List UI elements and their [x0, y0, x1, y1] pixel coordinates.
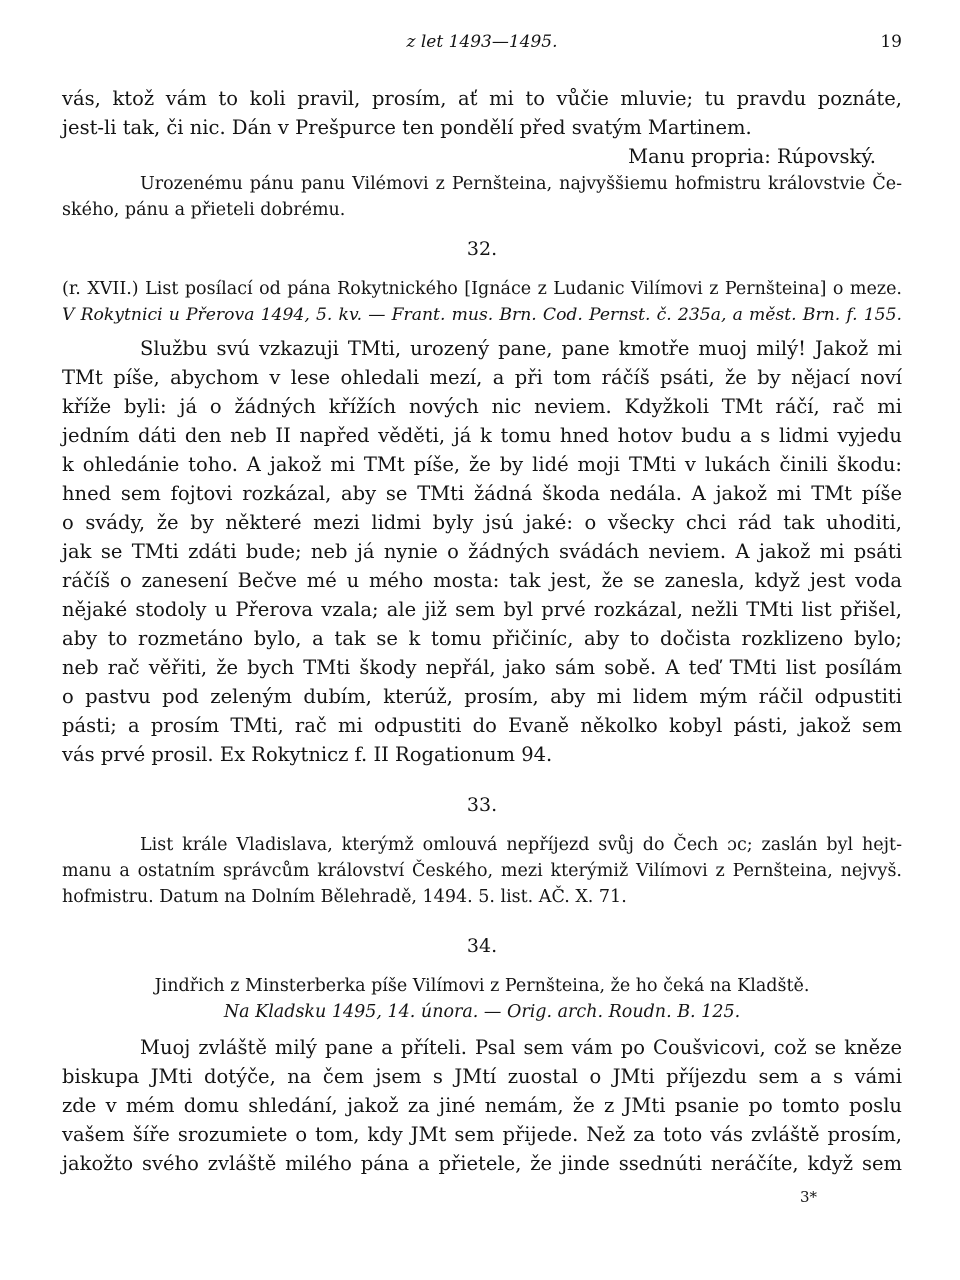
document-number: 34. [466, 935, 498, 957]
text-line: o pastvu pod zeleným dubím, kterúž, prosím, aby mi lidem mým ráčil odpustiti [62, 685, 902, 708]
text-line: kříže byli: já o žádných křížích nových nic neviem. Kdyžkoli TMt ráčí, rač mi [62, 395, 902, 418]
previous-letter-ending [62, 84, 902, 223]
document-number: 32. [466, 238, 498, 260]
text-line: vás prvé prosil. Ex Rokytnicz f. II Rogationum 94. [62, 743, 553, 766]
document-summary [62, 276, 902, 328]
page-body [62, 84, 902, 1178]
document-regest [62, 832, 902, 910]
text-line: nějaké stodoly u Přerova vzala; ale již sem byl prvé rozkázal, nežli TMti list přišel, [62, 598, 902, 621]
regest-line: manu a ostatním správcům království Českého, mezi kterýmiž Vilímovi z Pernšteina, nejvyš. [62, 861, 902, 881]
source-citation: V Rokytnici u Přerova 1494, 5. kv. — Frant. mus. Brn. Cod. Pernst. č. 235a, a měst. Brn. f. 155. [62, 305, 902, 325]
text-line: TMt píše, abychom v lese ohledali mezí, a při tom ráčíš psáti, že by nějací noví [62, 366, 902, 389]
document-number: 33. [466, 794, 498, 816]
summary-line: Jindřich z Minsterberka píše Vilímovi z Pernšteina, že ho čeká na Kladště. [154, 976, 810, 996]
text-line: neb rač věřiti, že bych TMti škody nepřál, jako sám sobě. A teď TMti list posílám [62, 656, 902, 679]
text-line: vašem šíře srozumiete o tom, kdy JMt sem přijede. Než za toto vás zvláště prosím, [62, 1123, 902, 1146]
regest-line: hofmistru. Datum na Dolním Bělehradě, 1494. 5. list. AČ. X. 71. [62, 887, 627, 907]
letter-text [62, 1033, 902, 1178]
letter-address [62, 171, 902, 223]
document-summary [62, 973, 902, 1025]
text-line: k ohledánie toho. A jakož mi TMt píše, že by lidé moji TMti v lukách činili škodu: [62, 453, 902, 476]
letter-text [62, 334, 902, 769]
text-line: o svády, že by některé mezi lidmi byly jsú jaké: o všecky chci rád tak uhoditi, [62, 511, 902, 534]
source-citation: Na Kladsku 1495, 14. února. — Orig. arch. Roudn. B. 125. [223, 1002, 741, 1022]
text-line: jedním dáti den neb II napřed věděti, já k tomu hned hotov budu a s lidmi vyjedu [62, 424, 902, 447]
address-line: Urozenému pánu panu Vilémovi z Pernšteina, najvyššiemu hofmistru královstvie Če- [140, 174, 902, 194]
page-header [62, 32, 902, 58]
text-line: hned sem fojtovi rozkázal, aby se TMti žádná škoda nedála. A jakož mi TMt píše [62, 482, 902, 505]
letter-signature: Manu propria: Rúpovský. [628, 145, 876, 168]
address-line: ského, pánu a přieteli dobrému. [62, 200, 346, 220]
text-line: Službu svú vzkazuji TMti, urozený pane, pane kmotře muoj milý! Jakož mi [140, 337, 902, 360]
running-title: z let 1493—1495. [406, 32, 558, 52]
printer-signature-mark: 3* [800, 1188, 818, 1206]
text-line: pásti; a prosím TMti, rač mi odpustiti do Evaně několko kobyl pásti, jakož sem [62, 714, 902, 737]
text-line: ráčíš o zanesení Bečve mé u mého mosta: tak jest, že se zanesla, když jest voda [62, 569, 902, 592]
page-number: 19 [880, 32, 902, 52]
regest-line: List krále Vladislava, kterýmž omlouvá nepříjezd svůj do Čech ɔc; zaslán byl hejt- [140, 835, 902, 855]
text-line: aby to rozmetáno bylo, a tak se k tomu přičiníc, aby to dočista rozklizeno bylo; [62, 627, 902, 650]
text-line: biskupa JMti dotýče, na čem jsem s JMtí zuostal o JMti příjezdu sem a s vámi [62, 1065, 902, 1088]
text-line: jak se TMti zdáti bude; neb já nynie o žádných svádách neviem. A jakož mi psáti [62, 540, 902, 563]
text-line: zde v mém domu shledání, jakož za jiné nemám, že z JMti psanie po tomto poslu [62, 1094, 902, 1117]
summary-line: (r. XVII.) List posílací od pána Rokytnického [Ignáce z Ludanic Vilímovi z Pernšteina] o meze. [62, 279, 902, 299]
text-line: jakožto svého zvláště milého pána a přietele, že jinde ssednúti neráčíte, když sem [62, 1152, 902, 1175]
text-line: jest-li tak, či nic. Dán v Prešpurce ten pondělí před svatým Martinem. [62, 116, 752, 139]
text-line: Muoj zvláště milý pane a příteli. Psal sem vám po Coušvicovi, což se kněze [140, 1036, 902, 1059]
text-line: vás, ktož vám to koli pravil, prosím, ať mi to vůčie mluvie; tu pravdu poznáte, [62, 87, 902, 110]
